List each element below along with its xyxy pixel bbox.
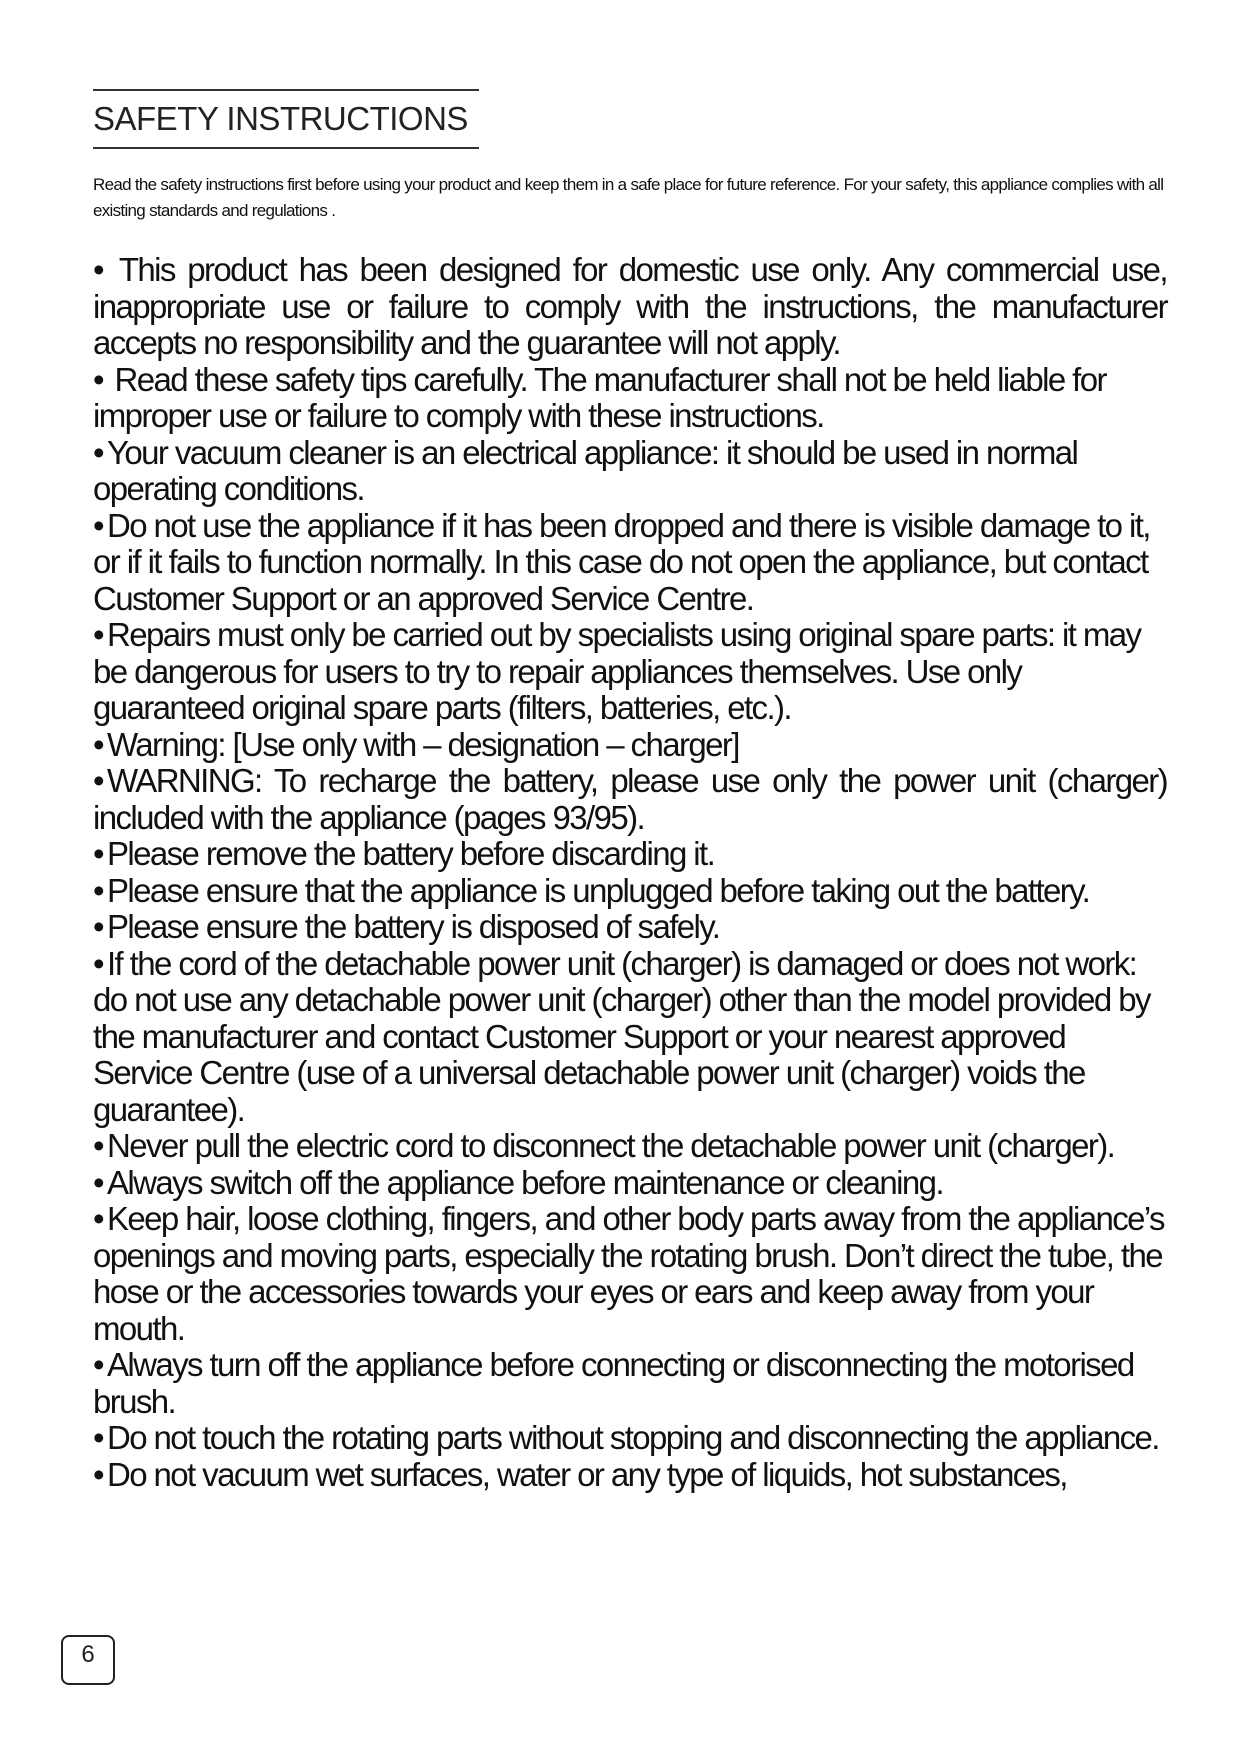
list-item-text: Your vacuum cleaner is an electrical appliance: it should be used in normal operating conditions. — [93, 433, 1078, 507]
list-item-text: If the cord of the detachable power unit (charger) is damaged or does not work: do not use any detachable power unit (charger) other than the model provided by the manufacturer and contact Customer Support or your nearest approved Service Centre (use of a universal detachable power unit (charger) voids the guarantee). — [93, 944, 1150, 1128]
list-item — [93, 1457, 1167, 1494]
list-item-text: Keep hair, loose clothing, fingers, and other body parts away from the appliance’s openings and moving parts, especially the rotating brush. Don’t direct the tube, the hose or the accessories towards your eyes or ears and keep away from your mouth. — [93, 1200, 1164, 1347]
list-item-text: Never pull the electric cord to disconnect the detachable power unit (charger). — [106, 1127, 1115, 1164]
bullet-icon: • — [93, 1200, 103, 1237]
list-item-text: Do not use the appliance if it has been dropped and there is visible damage to it, or if it fails to function normally. In this case do not open the appliance, but contact Customer Support or an approved Service Centre. — [93, 506, 1150, 617]
list-item-text: Please ensure that the appliance is unplugged before taking out the battery. — [106, 871, 1090, 909]
list-item-text: Please ensure the battery is disposed of safely. — [106, 908, 720, 945]
list-item-text: Always switch off the appliance before maintenance or cleaning. — [106, 1163, 943, 1201]
intro-paragraph: Read the safety instructions first before using your product and keep them in a safe place for future reference. For your safety, this appliance complies with all existing standards and regulations . — [93, 175, 1164, 220]
list-item — [93, 763, 1167, 836]
list-item — [93, 617, 1167, 727]
list-item — [93, 1128, 1167, 1165]
list-item-text: Repairs must only be carried out by specialists using original spare parts: it may be dangerous for users to try to repair appliances themselves. Use only guaranteed original spare parts (filters, batteries, etc.). — [93, 616, 1141, 726]
bullet-icon: • — [93, 251, 103, 288]
bullet-icon: • — [93, 506, 103, 544]
bullet-icon: • — [93, 1346, 103, 1383]
bullet-icon: • — [93, 944, 103, 982]
page-title: SAFETY INSTRUCTIONS — [93, 100, 468, 137]
section-heading-frame — [93, 89, 479, 149]
list-item — [93, 508, 1167, 618]
bullet-icon: • — [93, 616, 103, 653]
bullet-icon: • — [93, 871, 103, 909]
safety-instructions-list — [93, 252, 1167, 1493]
list-item — [93, 1165, 1167, 1202]
list-item-text: Warning: [Use only with – designation – charger] — [106, 725, 739, 763]
list-item-text: Do not vacuum wet surfaces, water or any type of liquids, hot substances, — [106, 1455, 1067, 1493]
list-item-text: This product has been designed for domestic use only. Any commercial use, inappropriate use or failure to comply with the instructions, the manufacturer accepts no responsibility and the guarantee will not apply. — [93, 251, 1167, 361]
bullet-icon: • — [93, 1455, 103, 1493]
list-item — [93, 1201, 1167, 1347]
bullet-icon: • — [93, 1419, 103, 1456]
bullet-icon: • — [93, 1163, 103, 1201]
bullet-icon: • — [93, 908, 103, 945]
list-item-text: Please remove the battery before discarding it. — [106, 835, 715, 872]
list-item — [93, 1347, 1167, 1420]
list-item — [93, 946, 1167, 1129]
list-item-text: Always turn off the appliance before connecting or disconnecting the motorised brush. — [93, 1346, 1134, 1420]
page-number: 6 — [61, 1635, 115, 1685]
list-item-text: WARNING: To recharge the battery, please use only the power unit (charger) included with the appliance (pages 93/95). — [93, 762, 1167, 836]
bullet-icon: • — [93, 835, 103, 872]
bullet-icon: • — [93, 360, 103, 398]
list-item — [93, 435, 1167, 508]
list-item — [93, 362, 1167, 435]
list-item-text: Do not touch the rotating parts without stopping and disconnecting the appliance. — [106, 1419, 1159, 1456]
list-item — [93, 873, 1167, 910]
list-item-text: Read these safety tips carefully. The manufacturer shall not be held liable for improper use or failure to comply with these instructions. — [93, 360, 1106, 434]
list-item — [93, 1420, 1167, 1457]
bullet-icon: • — [93, 762, 103, 799]
bullet-icon: • — [93, 433, 103, 471]
list-item — [93, 252, 1167, 362]
bullet-icon: • — [93, 725, 103, 763]
list-item — [93, 836, 1167, 873]
bullet-icon: • — [93, 1127, 103, 1164]
list-item — [93, 909, 1167, 946]
list-item — [93, 727, 1167, 764]
